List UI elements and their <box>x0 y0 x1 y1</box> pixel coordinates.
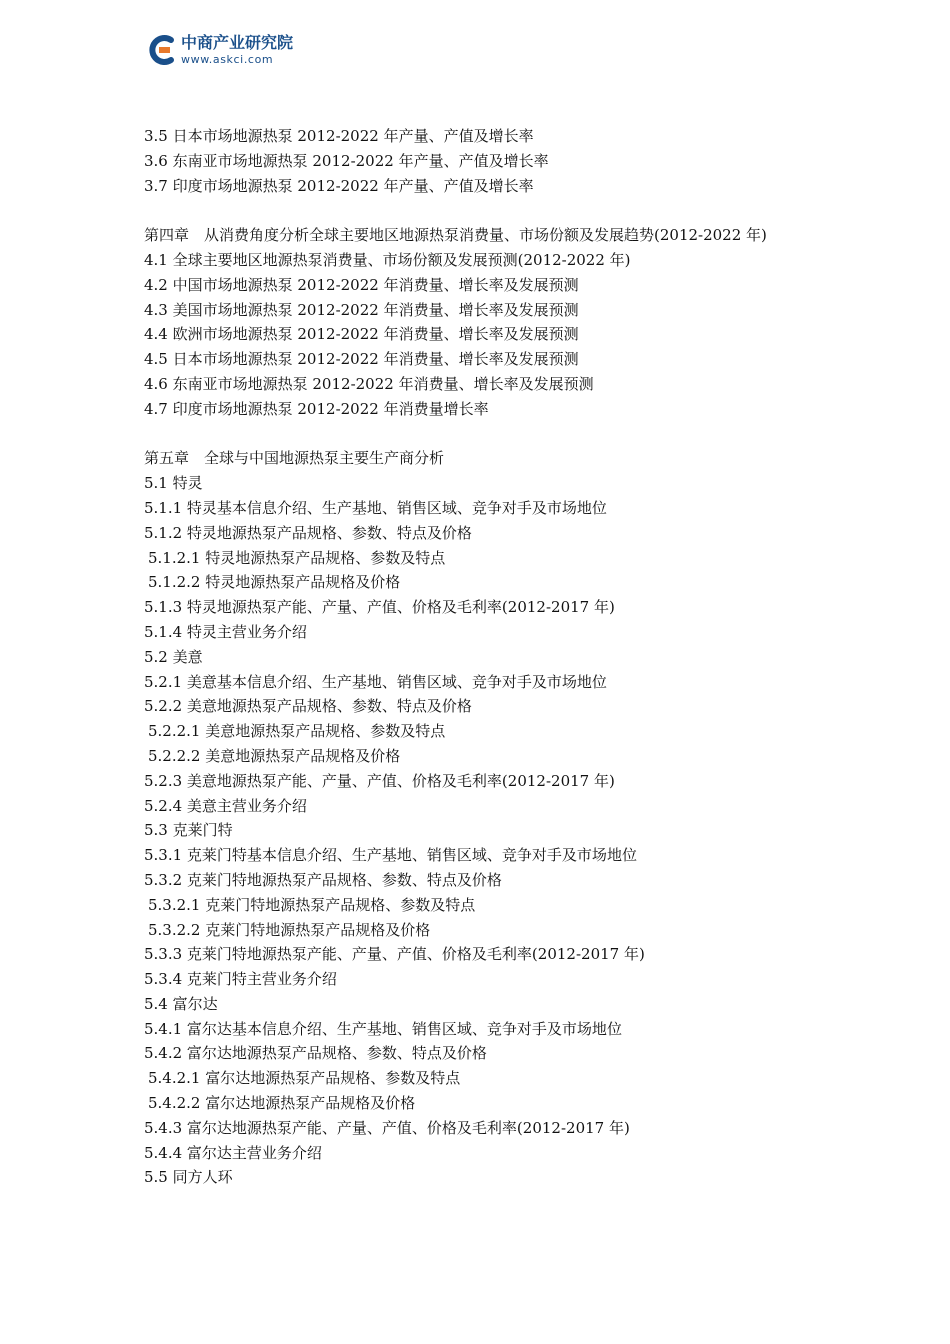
logo-text <box>181 35 293 65</box>
logo-url: www.askci.com <box>181 53 274 66</box>
toc-item: 5.4.3 富尔达地源热泵产能、产量、产值、价格及毛利率(2012-2017 年) <box>144 1118 630 1137</box>
toc-item: 5.5 同方人环 <box>144 1168 233 1187</box>
toc-item: 5.4.2.1 富尔达地源热泵产品规格、参数及特点 <box>148 1069 461 1088</box>
toc-item: 4.5 日本市场地源热泵 2012-2022 年消费量、增长率及发展预测 <box>144 350 579 369</box>
toc-item: 5.2.3 美意地源热泵产能、产量、产值、价格及毛利率(2012-2017 年) <box>144 771 615 790</box>
toc-item: 5.3.2.2 克莱门特地源热泵产品规格及价格 <box>148 920 431 939</box>
toc-item: 5.3.1 克莱门特基本信息介绍、生产基地、销售区域、竞争对手及市场地位 <box>144 846 637 865</box>
toc-group-3 <box>144 471 814 1190</box>
toc-item: 5.1.3 特灵地源热泵产能、产量、产值、价格及毛利率(2012-2017 年) <box>144 598 615 617</box>
toc-item: 5.2.2.1 美意地源热泵产品规格、参数及特点 <box>148 722 446 741</box>
toc-item: 4.7 印度市场地源热泵 2012-2022 年消费量增长率 <box>144 399 489 418</box>
toc-group-1 <box>144 124 814 198</box>
toc-item: 5.4.1 富尔达基本信息介绍、生产基地、销售区域、竞争对手及市场地位 <box>144 1019 622 1038</box>
toc-item: 5.2.1 美意基本信息介绍、生产基地、销售区域、竞争对手及市场地位 <box>144 672 607 691</box>
toc-item: 5.1.1 特灵基本信息介绍、生产基地、销售区域、竞争对手及市场地位 <box>144 498 607 517</box>
toc-item: 4.6 东南亚市场地源热泵 2012-2022 年消费量、增长率及发展预测 <box>144 374 594 393</box>
toc-item: 5.2.4 美意主营业务介绍 <box>144 796 307 815</box>
toc-item: 3.5 日本市场地源热泵 2012-2022 年产量、产值及增长率 <box>144 127 534 145</box>
toc-item: 4.3 美国市场地源热泵 2012-2022 年消费量、增长率及发展预测 <box>144 300 579 319</box>
toc-item: 5.4.2 富尔达地源热泵产品规格、参数、特点及价格 <box>144 1044 487 1063</box>
toc-group-2 <box>144 248 814 422</box>
toc-item: 5.4.4 富尔达主营业务介绍 <box>144 1143 322 1162</box>
header <box>147 30 293 70</box>
toc-item: 5.4.2.2 富尔达地源热泵产品规格及价格 <box>148 1094 416 1113</box>
toc-item: 5.1.2.1 特灵地源热泵产品规格、参数及特点 <box>148 548 446 567</box>
toc-item: 5.3 克莱门特 <box>144 821 233 840</box>
toc-item: 5.1.2.2 特灵地源热泵产品规格及价格 <box>148 573 401 592</box>
toc-item: 5.3.2 克莱门特地源热泵产品规格、参数、特点及价格 <box>144 870 502 889</box>
toc-item: 5.1.4 特灵主营业务介绍 <box>144 622 307 641</box>
logo-name: 中商产业研究院 <box>181 33 294 52</box>
toc-item: 4.4 欧洲市场地源热泵 2012-2022 年消费量、增长率及发展预测 <box>144 325 579 344</box>
toc-item: 5.2 美意 <box>144 647 203 666</box>
toc-item: 5.2.2 美意地源热泵产品规格、参数、特点及价格 <box>144 697 472 716</box>
toc-item: 5.4 富尔达 <box>144 994 218 1013</box>
toc-item: 5.2.2.2 美意地源热泵产品规格及价格 <box>148 746 401 765</box>
askci-logo-icon <box>147 33 177 67</box>
toc-item: 5.1.2 特灵地源热泵产品规格、参数、特点及价格 <box>144 523 472 542</box>
toc-item: 3.6 东南亚市场地源热泵 2012-2022 年产量、产值及增长率 <box>144 151 549 170</box>
toc-item: 5.3.4 克莱门特主营业务介绍 <box>144 970 337 989</box>
chapter-5-title: 第五章 全球与中国地源热泵主要生产商分析 <box>144 449 445 468</box>
chapter-4-title: 第四章 从消费角度分析全球主要地区地源热泵消费量、市场份额及发展趋势(2012-2022 年) <box>144 226 767 245</box>
toc-item: 5.1 特灵 <box>144 474 203 493</box>
toc-item: 3.7 印度市场地源热泵 2012-2022 年产量、产值及增长率 <box>144 176 534 195</box>
toc-item: 5.3.2.1 克莱门特地源热泵产品规格、参数及特点 <box>148 895 476 914</box>
toc-content <box>144 124 814 1190</box>
toc-item: 4.1 全球主要地区地源热泵消费量、市场份额及发展预测(2012-2022 年) <box>144 250 631 269</box>
toc-item: 5.3.3 克莱门特地源热泵产能、产量、产值、价格及毛利率(2012-2017 年) <box>144 945 645 964</box>
toc-item: 4.2 中国市场地源热泵 2012-2022 年消费量、增长率及发展预测 <box>144 275 579 294</box>
